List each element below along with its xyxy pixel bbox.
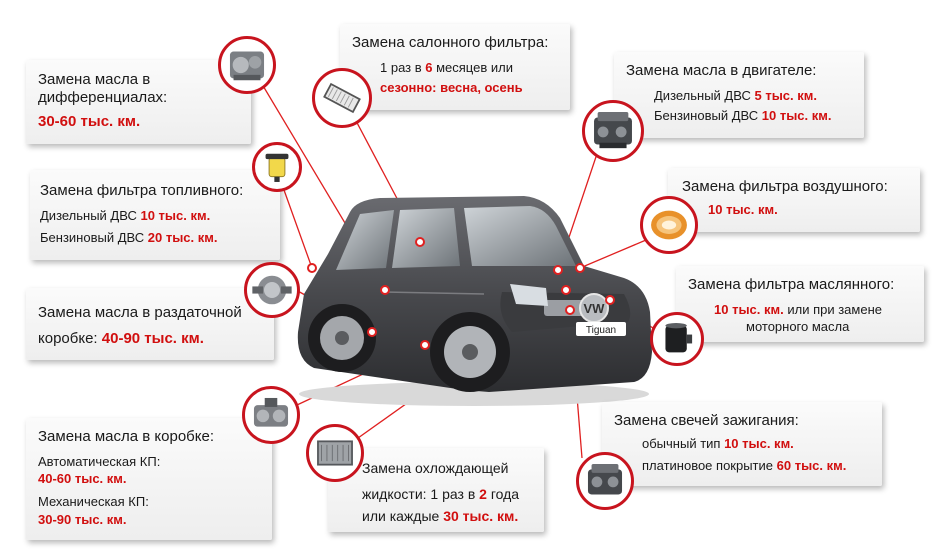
spark-plugs-platinum-value: 60 тыс. км. [776, 458, 847, 473]
engine-oil-petrol-label: Бензиновый ДВС [654, 108, 762, 123]
oil-filter-line1 [714, 302, 882, 317]
spark-plugs-normal [642, 436, 794, 451]
fuel-filter-diesel-value: 10 тыс. км. [140, 208, 211, 223]
coolant-title: Замена охлождающей [362, 460, 509, 476]
air-filter-box [668, 168, 920, 232]
spark-plugs-title: Замена свечей зажигания: [614, 412, 799, 429]
oil-filter-icon [650, 312, 704, 366]
coolant-line3 [362, 508, 518, 524]
cabin-filter-box [340, 24, 570, 110]
coolant-line2-a: жидкости: 1 раз в [362, 486, 480, 502]
diff-oil-value: 30-60 тыс. км. [38, 113, 141, 130]
spark-engine-icon [576, 452, 634, 510]
spark-plugs-normal-value: 10 тыс. км. [724, 436, 794, 451]
cabin-filter-line1-b: месяцев или [432, 60, 513, 75]
engine-oil-diesel-value: 5 тыс. км. [754, 88, 817, 103]
air-filter-value: 10 тыс. км. [708, 202, 778, 217]
gearbox-icon [242, 386, 300, 444]
oil-filter-value: 10 тыс. км. [714, 302, 784, 317]
diff-oil-title-2: дифференциалах: [38, 89, 168, 106]
oil-filter-line2: моторного масла [746, 319, 850, 334]
fuel-filter-petrol-label: Бензиновый ДВС [40, 230, 148, 245]
engine-oil-petrol [654, 108, 831, 123]
gearbox-oil-auto-value: 40-60 тыс. км. [38, 471, 127, 486]
fuel-filter-title: Замена фильтра топливного: [40, 182, 244, 199]
diff-oil-box [26, 60, 251, 144]
gearbox-oil-title: Замена масла в коробке: [38, 428, 214, 445]
diff-oil-title-1: Замена масла в [38, 71, 151, 88]
fuel-filter-box [30, 170, 280, 260]
gearbox-oil-box [26, 418, 272, 540]
transfer-oil-value: 40-90 тыс. км. [101, 330, 204, 347]
transfer-case-icon [244, 262, 300, 318]
gearbox-oil-auto-label: Автоматическая КП: [38, 454, 161, 469]
oil-filter-box [676, 266, 924, 342]
spark-plugs-platinum-label: платиновое покрытие [642, 458, 777, 473]
cabin-filter-title: Замена салонного фильтра: [352, 34, 549, 51]
coolant-line2 [362, 486, 519, 502]
spark-plugs-normal-label: обычный тип [642, 436, 725, 451]
spark-plugs-box [602, 402, 882, 486]
air-filter-title: Замена фильтра воздушного: [682, 178, 888, 195]
coolant-line2-num: 2 [479, 486, 487, 502]
engine-oil-title: Замена масла в двигателе: [626, 62, 817, 79]
transfer-oil-title-1: Замена масла в раздаточной [38, 304, 242, 321]
cabin-filter-line1-num: 6 [425, 60, 433, 75]
cabin-filter-line1 [380, 60, 513, 75]
engine-oil-box [614, 52, 864, 138]
gear-part-icon [218, 36, 276, 94]
cabin-filter-line2: сезонно: весна, осень [380, 80, 523, 95]
engine-oil-petrol-value: 10 тыс. км. [761, 108, 832, 123]
gearbox-oil-manual-value: 30-90 тыс. км. [38, 512, 127, 527]
coolant-line2-b: года [486, 486, 520, 502]
transfer-oil-title-2: коробке: [38, 330, 102, 347]
fuel-filter-petrol [40, 230, 217, 245]
fuel-filter-petrol-value: 20 тыс. км. [147, 230, 218, 245]
spark-plugs-platinum [642, 458, 846, 473]
engine-oil-diesel-label: Дизельный ДВС [654, 88, 755, 103]
svg-text:VW: VW [583, 301, 605, 316]
engine-icon [582, 100, 644, 162]
car-badge: Tiguan [585, 325, 617, 336]
fuel-filter-diesel [40, 208, 210, 223]
radiator-icon [306, 424, 364, 482]
transfer-oil-line2 [38, 330, 204, 347]
cabin-filter-icon [312, 68, 372, 128]
car-illustration [284, 182, 656, 412]
engine-oil-diesel [654, 88, 817, 103]
oil-filter-title: Замена фильтра маслянного: [688, 276, 895, 293]
oil-filter-suffix: или при замене [783, 302, 882, 317]
gearbox-oil-manual-label: Механическая КП: [38, 494, 149, 509]
fuel-filter-diesel-label: Дизельный ДВС [40, 208, 141, 223]
air-filter-icon [640, 196, 698, 254]
coolant-line3-value: 30 тыс. км. [443, 508, 519, 524]
fuel-filter-icon [252, 142, 302, 192]
transfer-oil-box [26, 288, 274, 360]
coolant-line3-a: или каждые [362, 508, 444, 524]
cabin-filter-line1-a: 1 раз в [380, 60, 426, 75]
